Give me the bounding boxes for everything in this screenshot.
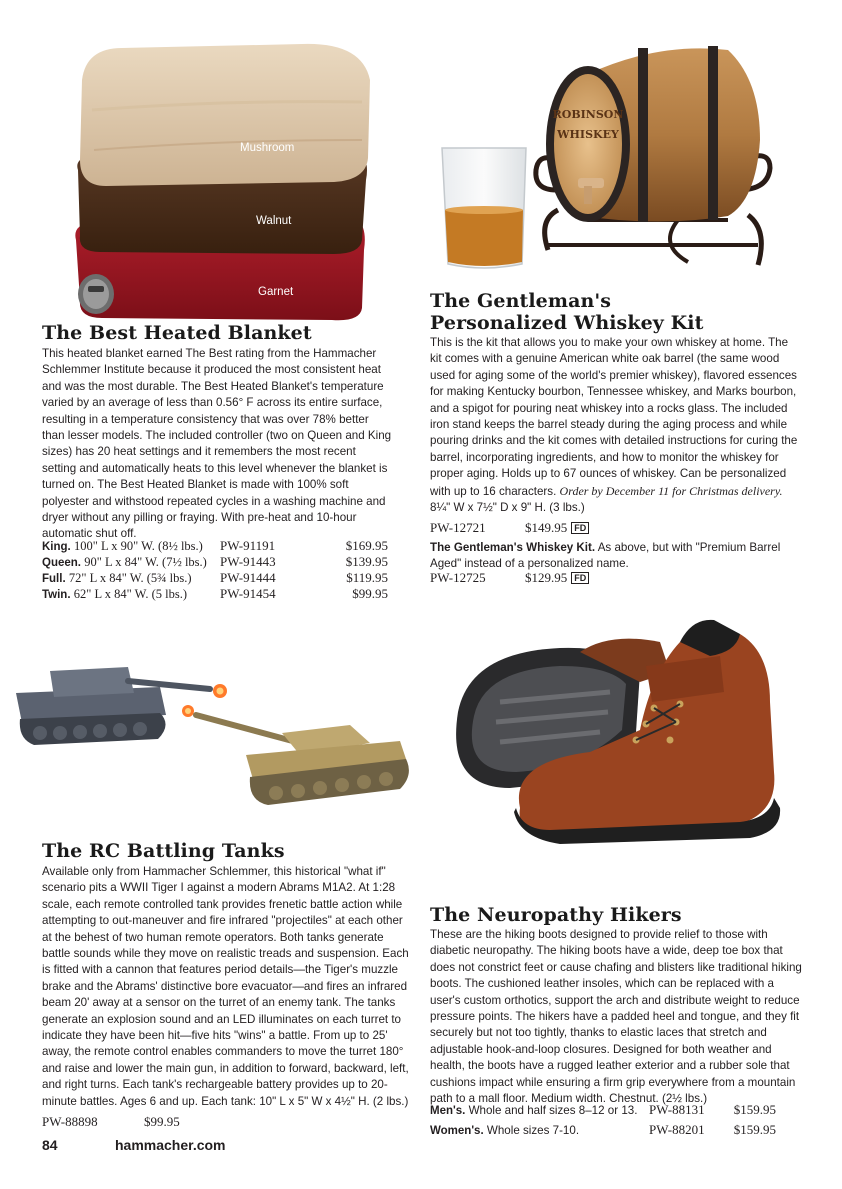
whiskey-sku: PW-12721 <box>430 520 486 535</box>
blanket-image <box>72 40 372 322</box>
whiskey-price-row <box>430 520 630 535</box>
fd-badge: FD <box>571 572 589 584</box>
whiskey-price: $149.95 <box>525 520 568 535</box>
whiskey-variant-description: The Gentleman's Whiskey Kit. As above, but with "Premium Barrel Aged" instead of a personalized name. <box>430 541 781 571</box>
blanket-description: This heated blanket earned The Best rating from the Hammacher Schlemmer Institute because it produced the most consistent heat and was the most durable. The Best Heated Blanket's temperature varied by an average of less than 0.56° F across its entire surface, resulting in a temperature consistency that was over 78% better than lesser models. The included controller (two on Queen and King sizes) has 20 heat settings and it remembers the most recent setting and automatically heats to this level whenever the blanket is turned on. The Best Heated Blanket is made with 100% soft polyester and withstood repeated cycles in a washing machine and dryer without any pilling or fraying. With pre-heat and 10-hour automatic shut off. <box>42 347 392 541</box>
rc-tanks-image <box>10 655 415 810</box>
blanket-size-row-full: Full. 72" L x 84" W. (5¾ lbs.) PW-91444 $119.95 <box>42 570 388 585</box>
hikers-title: The Neuropathy Hikers <box>430 904 682 926</box>
tanks-price: $99.95 <box>144 1114 180 1129</box>
whiskey-kit-image <box>438 40 788 275</box>
site-link[interactable]: hammacher.com <box>115 1137 226 1153</box>
blanket-color-label-garnet: Garnet <box>258 286 294 298</box>
tanks-description: Available only from Hammacher Schlemmer, this historical "what if" scenario pits a WWII Tiger I against a modern Abrams M1A2. At 1:28 scale, each remote controlled tank provides frenetic battle action while attempting to out-maneuver and fire infrared "projectiles" at each other at the behest of two human remote operators. Both tanks generate battle sounds while they move on realistic treads and suspension. Each is fitted with a cannon that features period details—the Tiger's muzzle brake and the Abrams' distinctive bore evacuator—and fires an infrared beam 20' away at a sensor on the turret of an enemy tank. The tanks generate an explosion sound and an LED illuminates on each turret to indicate they have been hit—five hits "wins" a battle. From up to 25' away, the remote control enables commanders to move the turret 180° and raise and lower the main gun, in addition to forward, backward, left, and right turns. Each tank's rechargeable battery provides up to 20-minute battles. Ages 6 and up. Each tank: 10" L x 5" W x 4½" H. (2 lbs.) <box>42 865 409 1108</box>
fd-badge: FD <box>571 522 589 534</box>
whiskey-variant-sku: PW-12725 <box>430 570 486 585</box>
blanket-color-label-mushroom: Mushroom <box>240 142 295 154</box>
hikers-description: These are the hiking boots designed to provide relief to those with diabetic neuropathy. The hiking boots have a wide, deep toe box that does not constrict feet or cause chafing and blisters like traditional hiking boots. The cushioned leather insoles, which can be replaced with a user's custom orthotics, support the arch and distribute weight to reduce pressure points. The hikers have a padded heel and tongue, and they fit securely but not too tightly, thanks to elastic laces that stretch and adjustable hook-and-loop closures. Designed for both weather and health, the boots have a rugged leather exterior and a rubber sole that cushions impact while ensuring a firm grip everywhere from a mountain path to a mall floor. Medium width. Chestnut. (2½ lbs.) <box>430 928 802 1106</box>
whiskey-description: This is the kit that allows you to make your own whiskey at home. The kit comes with a genuine American white oak barrel (the same wood used for aging some of the world's premier whiskey), flavored essences for making Kentucky bourbon, Tennessee whiskey, and Marks bourbon, and a spigot for pouring neat whiskey into a rocks glass. The included iron stand keeps the barrel steady during the aging process and while pouring drinks and the kit comes with detailed instructions for curing the barrel, incorporating ingredients, and how to monitor the whiskey for proper aging. Holds up to 67 ounces of whiskey. Can be personalized with up to 16 characters. Order by December 11 for Christmas delivery. 8¼" W x 7½" D x 9" H. (3 lbs.) <box>430 336 798 515</box>
blanket-size-row-twin: Twin. 62" L x 84" W. (5 lbs.) PW-91454 $99.95 <box>42 586 388 601</box>
whiskey-title-line2: Personalized Whiskey Kit <box>430 312 704 334</box>
neuropathy-hikers-image <box>440 612 788 874</box>
barrel-engraving-name: ROBINSON <box>552 108 624 121</box>
blanket-title: The Best Heated Blanket <box>42 322 312 344</box>
tanks-price-row <box>42 1114 242 1129</box>
tanks-sku: PW-88898 <box>42 1114 98 1129</box>
whiskey-title-line1: The Gentleman's <box>430 290 612 312</box>
hikers-row-mens: Men's. Whole and half sizes 8–12 or 13. PW-88131 $159.95 <box>430 1102 776 1117</box>
hikers-row-womens: Women's. Whole sizes 7-10. PW-88201 $159.95 <box>430 1122 776 1137</box>
blanket-size-row-queen: Queen. 90" L x 84" W. (7½ lbs.) PW-91443 $139.95 <box>42 554 388 569</box>
tanks-title: The RC Battling Tanks <box>42 840 285 862</box>
barrel-engraving-whiskey: WHISKEY <box>557 128 619 141</box>
blanket-size-row-king: King. 100" L x 90" W. (8½ lbs.) PW-91191 $169.95 <box>42 538 388 553</box>
whiskey-variant-price-row <box>430 570 630 585</box>
blanket-color-label-walnut: Walnut <box>256 215 292 227</box>
page-number: 84 <box>42 1137 58 1153</box>
whiskey-variant-price: $129.95 <box>525 570 568 585</box>
